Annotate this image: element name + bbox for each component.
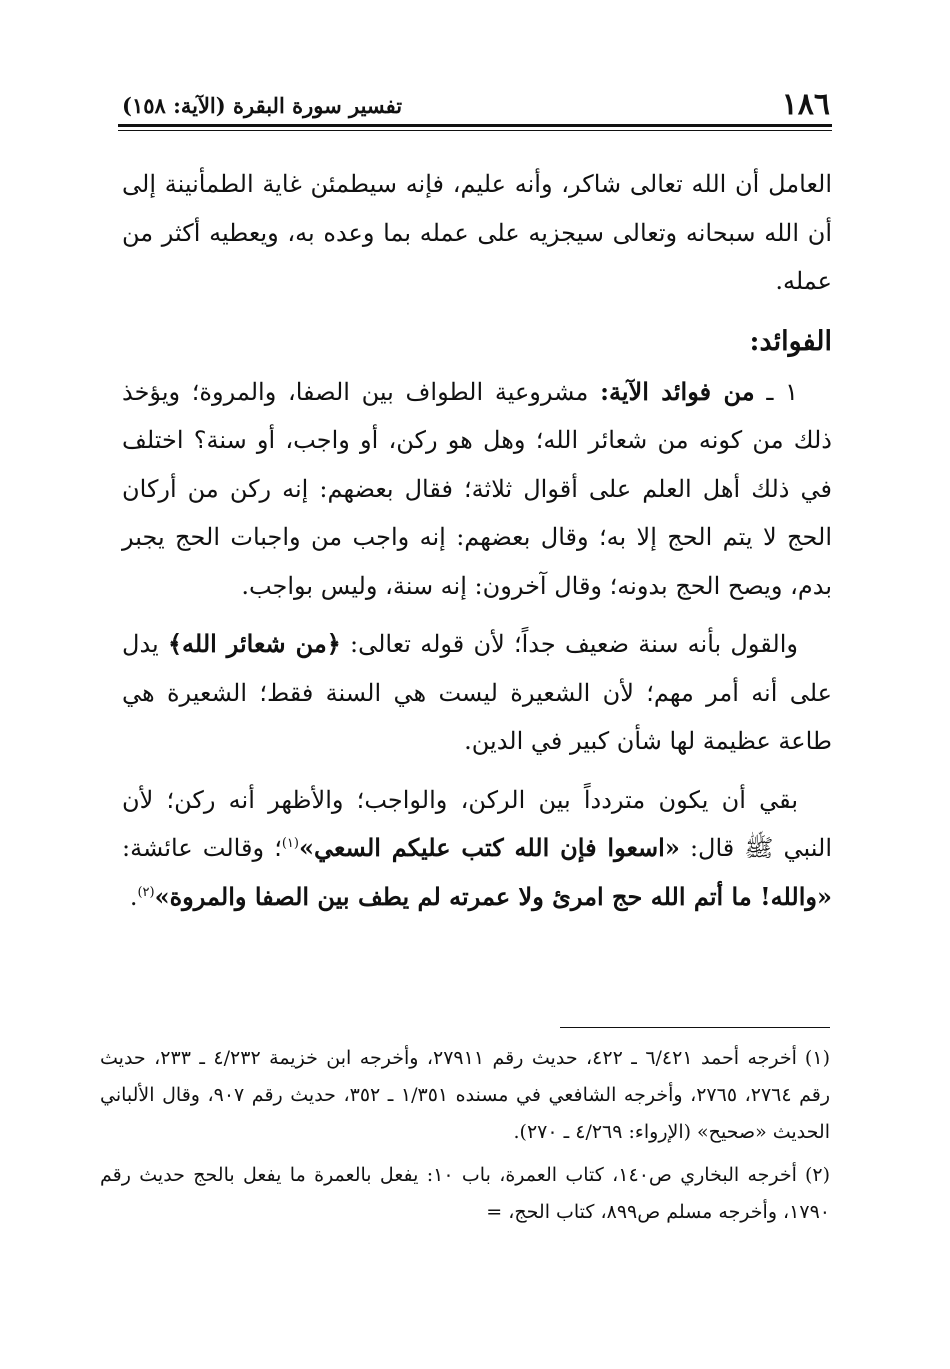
footnote-separator [560, 1027, 830, 1028]
footnote-ref-1[interactable]: (١) [281, 836, 299, 851]
hadith-quote-1: «اسعوا فإن الله كتب عليكم السعي» [298, 833, 680, 862]
quran-quote: ﴿من شعائر الله﴾ [167, 629, 341, 658]
benefit-lead: من فوائد الآية: [600, 376, 755, 406]
page-header [122, 88, 830, 122]
section-heading: الفوائد: [749, 325, 832, 357]
footnote-text: أخرجه أحمد ٦/٤٢١ ـ ٤٢٢، حديث رقم ٢٧٩١١، وأخرجه ابن خزيمة ٤/٢٣٢ ـ ٢٣٣، حديث رقم ٢٧٦٤، ٢٧٦٥، وأخرجه الشافعي في مسنده ١/٣٥١ ـ ٣٥٢، حديث رقم ٩٠٧، وقال الألباني الحديث «صحيح» (الإرواء: ٤/٢٦٩ ـ ٢٧٠). [100, 1047, 831, 1143]
benefit-text: مشروعية الطواف بين الصفا، والمروة؛ ويؤخذ ذلك من كونه من شعائر الله؛ وهل هو ركن، أو واجب، أو سنة؟ اختلف في ذلك أهل العلم على أقوال ثلاثة؛ فقال بعضهم: إنه ركن من أركان الحج لا يتم الحج إلا به؛ وقال بعضهم: إنه واجب من واجبات الحج يجبر بدم، ويصح الحج بدونه؛ وقال آخرون: إنه سنة، وليس بواجب. [122, 377, 832, 600]
spacer [122, 610, 832, 620]
running-title: تفسير سورة البقرة (الآية: ١٥٨) [122, 93, 403, 118]
benefit-paragraph [122, 368, 832, 611]
conclusion-text-b: ؛ وقالت عائشة: [122, 834, 282, 862]
footnote-number: (١) [804, 1047, 830, 1069]
opinion-paragraph [122, 620, 832, 766]
header-rule-thin [118, 130, 832, 131]
footnote-2 [100, 1157, 830, 1231]
footnote-text: أخرجه البخاري ص١٤٠، كتاب العمرة، باب ١٠: يفعل بالعمرة ما يفعل بالحج حديث رقم ١٧٩٠، وأخرجه مسلم ص٨٩٩، كتاب الحج، = [100, 1164, 830, 1223]
page-number: ١٨٦ [781, 87, 830, 122]
spacer [122, 306, 832, 316]
paragraph-continuation: العامل أن الله تعالى شاكر، وأنه عليم، فإنه سيطمئن غاية الطمأنينة إلى أن الله سبحانه وتعالى سيجزيه على عمله بما وعده به، ويعطيه أكثر من عمله. [122, 170, 832, 295]
footnote-number: (٢) [804, 1164, 830, 1186]
header-rule-thick [118, 124, 832, 127]
conclusion-paragraph [122, 776, 832, 922]
conclusion-end: . [129, 882, 138, 911]
spacer [122, 766, 832, 776]
main-text [122, 160, 832, 921]
conclusion-text-a: بقي أن يكون متردداً بين الركن، والواجب؛ والأظهر أنه ركن؛ لأن النبي ﷺ قال: [122, 785, 832, 862]
hadith-quote-2: «والله! ما أتم الله حج امرئ ولا عمرته لم يطف بين الصفا والمروة» [154, 881, 832, 911]
footnotes [100, 1040, 830, 1237]
opinion-text-a: والقول بأنه سنة ضعيف جداً؛ لأن قوله تعالى: [350, 630, 798, 658]
opinion-text-b: يدل على أنه أمر مهم؛ لأن الشعيرة ليست هي السنة فقط؛ الشعيرة هي طاعة عظيمة لها شأن كبير في الدين. [122, 630, 832, 755]
benefit-number: ١ ـ [766, 377, 798, 406]
footnote-1 [100, 1040, 830, 1151]
footnote-ref-2[interactable]: (٢) [137, 884, 155, 900]
